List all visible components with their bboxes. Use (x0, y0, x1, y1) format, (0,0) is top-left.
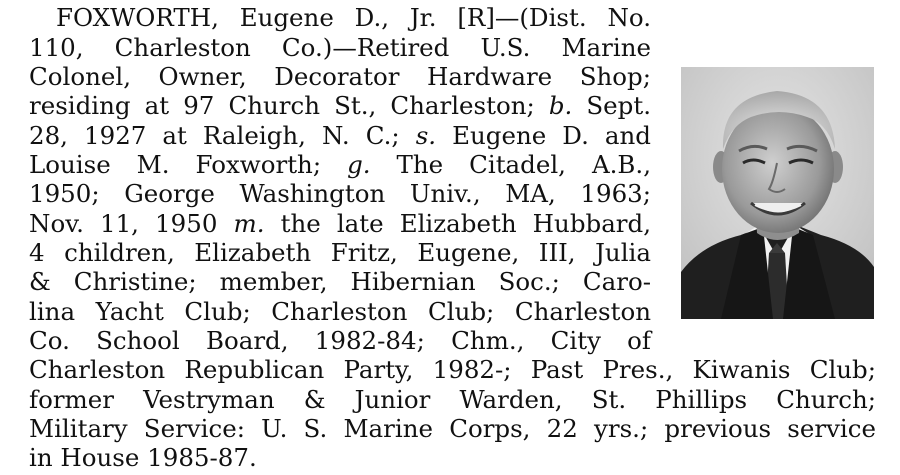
bio-line-15: Military Service: U. S. Marine Corps, 22 yrs.; previous service (29, 414, 876, 443)
bio-line-12: Co. School Board, 1982-84; Chm., City of (29, 326, 651, 355)
bio-line-16: in House 1985-87. (29, 443, 257, 472)
bio-line-5: 28, 1927 at Raleigh, N. C.; s. Eugene D. and (29, 121, 651, 150)
portrait-photo (681, 67, 874, 319)
bio-line-7: 1950; George Washington Univ., MA, 1963; (29, 179, 651, 208)
bio-line-11: lina Yacht Club; Charleston Club; Charleston (29, 297, 651, 326)
portrait-icon (681, 67, 874, 319)
bio-line-13: Charleston Republican Party, 1982-; Past Pres., Kiwanis Club; (29, 355, 876, 384)
bio-line-3: Colonel, Owner, Decorator Hardware Shop; (29, 62, 651, 91)
bio-line-2: 110, Charleston Co.)—Retired U.S. Marine (29, 33, 651, 62)
bio-line-14: former Vestryman & Junior Warden, St. Phillips Church; (29, 385, 876, 414)
bio-line-9: 4 children, Elizabeth Fritz, Eugene, III, Julia (29, 238, 651, 267)
bio-line-4: residing at 97 Church St., Charleston; b. Sept. (29, 91, 651, 120)
bio-line-1: FOXWORTH, Eugene D., Jr. [R]—(Dist. No. (56, 3, 651, 32)
bio-line-6: Louise M. Foxworth; g. The Citadel, A.B., (29, 150, 652, 179)
bio-line-10: & Christine; member, Hibernian Soc.; Caro- (29, 267, 651, 296)
bio-line-8: Nov. 11, 1950 m. the late Elizabeth Hubbard, (29, 209, 651, 238)
